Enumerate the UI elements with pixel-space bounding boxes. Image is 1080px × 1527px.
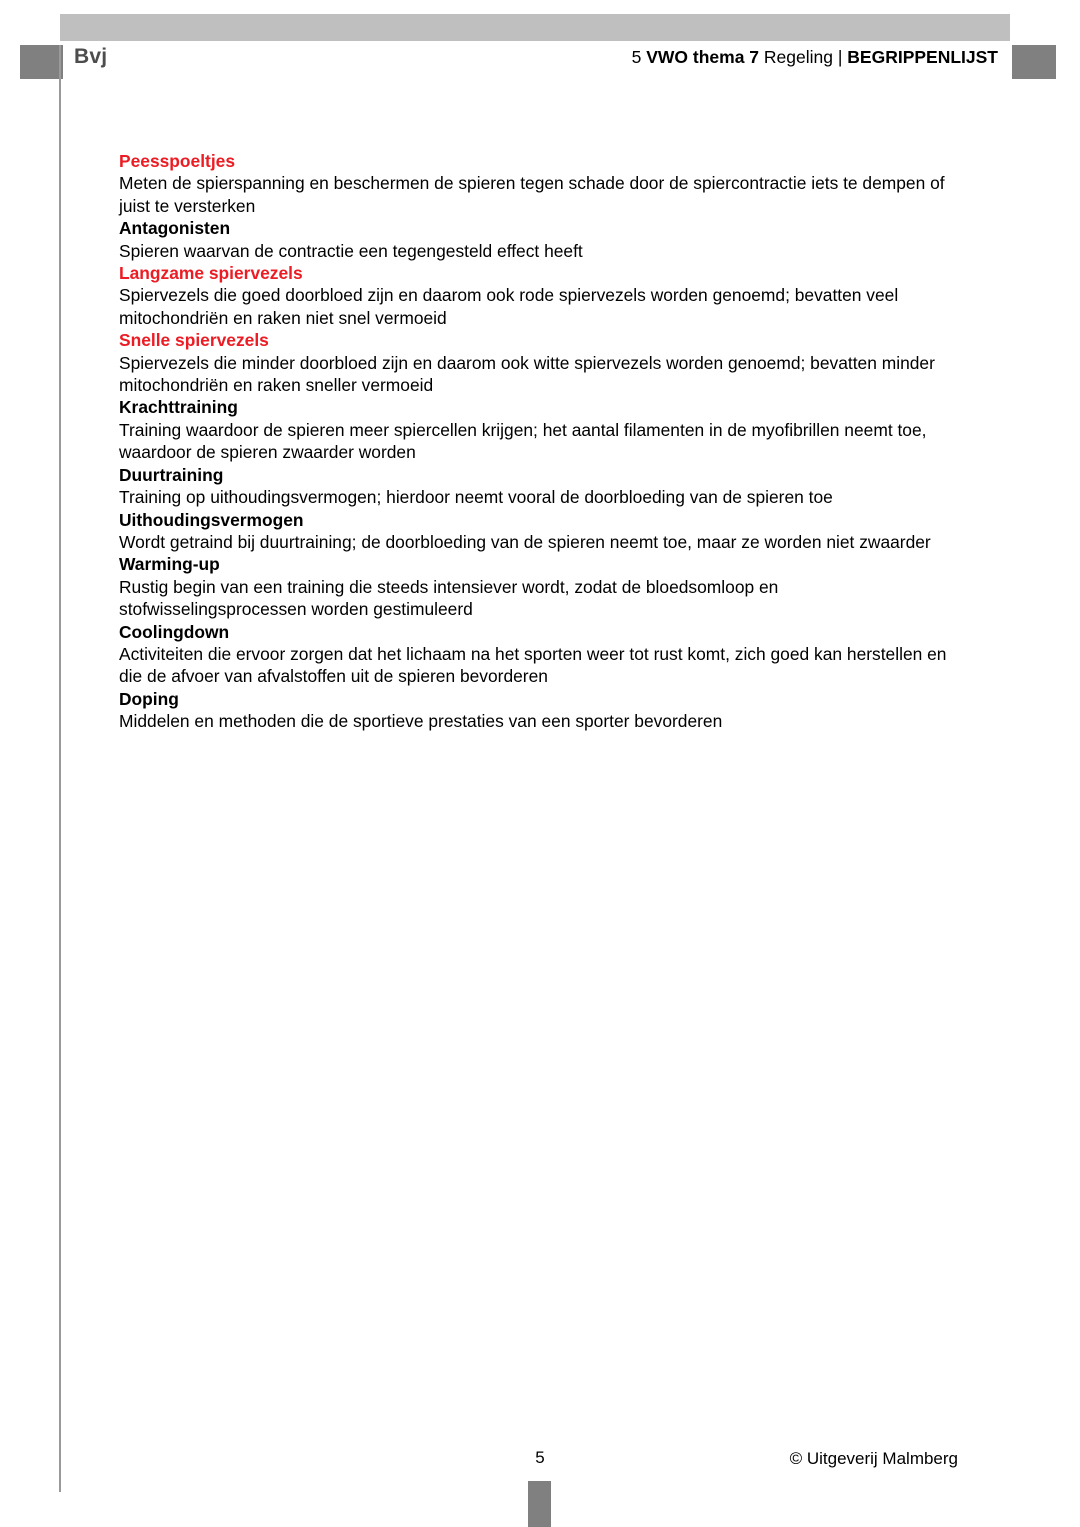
glossary-term: Peesspoeltjes bbox=[119, 151, 236, 171]
glossary-definition: Spiervezels die goed doorbloed zijn en daarom ook rode spiervezels worden genoemd; bevatten veel mitochondriën en raken niet snel vermoeid bbox=[119, 285, 899, 328]
glossary-term: Snelle spiervezels bbox=[119, 330, 269, 351]
left-margin-rule bbox=[59, 45, 61, 1492]
glossary-list bbox=[119, 150, 947, 733]
header-title-part-1: VWO thema 7 bbox=[646, 47, 760, 67]
glossary-term: Uithoudingsvermogen bbox=[119, 509, 304, 530]
glossary-term: Langzame spiervezels bbox=[119, 263, 303, 284]
page-header bbox=[0, 44, 1080, 80]
glossary-definition: Activiteiten die ervoor zorgen dat het lichaam na het sporten weer tot rust komt, zich goed kan herstellen en die de afvoer van afvalstoffen uit de spieren bevorderen bbox=[119, 643, 947, 687]
glossary-definition: Training waardoor de spieren meer spiercellen krijgen; het aantal filamenten in de myofibrillen neemt toe, waardoor de spieren zwaarder worden bbox=[119, 419, 927, 463]
glossary-term: Coolingdown bbox=[119, 621, 230, 642]
glossary-term: Antagonisten bbox=[119, 218, 231, 239]
glossary-definition: Middelen en methoden die de sportieve prestaties van een sporter bevorderen bbox=[119, 711, 723, 732]
glossary-term: Krachttraining bbox=[119, 397, 238, 418]
glossary-term: Doping bbox=[119, 688, 179, 709]
glossary-term: Warming-up bbox=[119, 554, 220, 575]
header-title-part-2: Regeling | bbox=[759, 47, 848, 67]
glossary-term: Duurtraining bbox=[119, 464, 224, 485]
brand-logo: Bvj bbox=[74, 45, 108, 68]
header-title bbox=[632, 47, 998, 68]
header-decorative-bar bbox=[60, 14, 1010, 41]
glossary-definition: Wordt getraind bij duurtraining; de doorbloeding van de spieren neemt toe, maar ze worden niet zwaarder bbox=[119, 531, 931, 552]
glossary-definition: Training op uithoudingsvermogen; hierdoor neemt vooral de doorbloeding van de spieren toe bbox=[119, 487, 833, 508]
header-title-part-3: BEGRIPPENLIJST bbox=[847, 47, 998, 67]
footer-block bbox=[528, 1481, 551, 1527]
glossary-definition: Meten de spierspanning en beschermen de spieren tegen schade door de spiercontractie iets te dempen of juist te versterken bbox=[119, 173, 945, 216]
header-title-part-0: 5 bbox=[631, 47, 647, 67]
glossary-definition: Rustig begin van een training die steeds intensiever wordt, zodat de bloedsomloop en stofwisselingsprocessen worden gestimuleerd bbox=[119, 576, 779, 620]
page-number: 5 bbox=[535, 1448, 545, 1467]
copyright-notice: © Uitgeverij Malmberg bbox=[789, 1449, 958, 1468]
glossary-definition: Spiervezels die minder doorbloed zijn en daarom ook witte spiervezels worden genoemd; bevatten minder mitochondriën en raken sneller vermoeid bbox=[119, 352, 935, 396]
glossary-definition: Spieren waarvan de contractie een tegengesteld effect heeft bbox=[119, 240, 583, 261]
